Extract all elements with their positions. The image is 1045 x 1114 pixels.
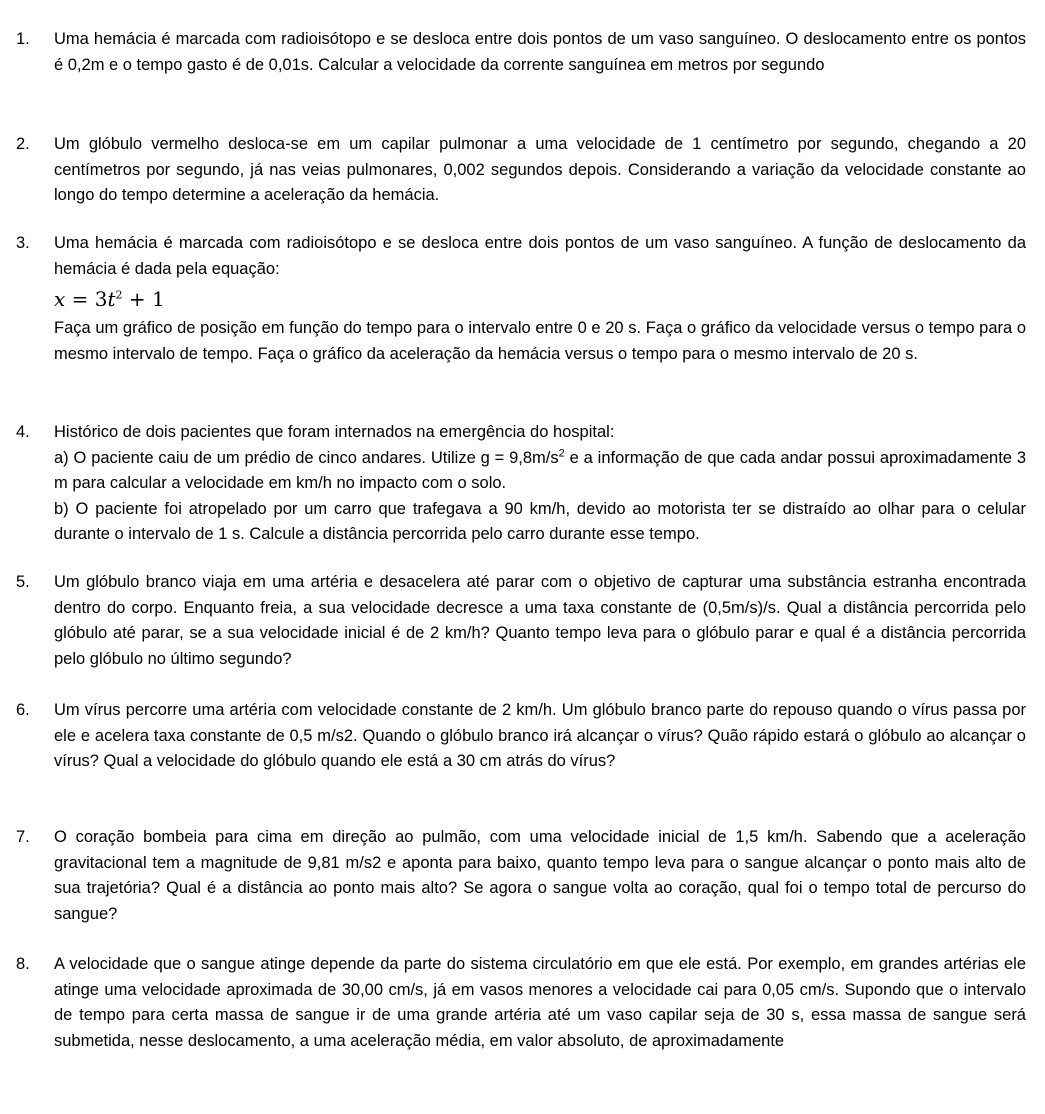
- part-a-exponent: 2: [558, 447, 565, 460]
- part-a-text-end: e a informação de que cada andar possui aproximadamente 3 m para calcular a velocidade em km/h no impacto com o solo.: [54, 448, 1027, 493]
- formula-constant: + 1: [122, 287, 165, 312]
- question-7: [16, 825, 1026, 927]
- question-text: Um glóbulo vermelho desloca-se em um capilar pulmonar a uma velocidade de 1 centímetro por segundo, chegando a 20 centímetros por segundo, já nas veias pulmonares, 0,002 segundos depois. Considerando a variação da velocidade constante ao longo do tempo determine a aceleração da hemácia.: [54, 135, 1026, 205]
- question-number: 3.: [16, 234, 30, 252]
- question-text: Faça um gráfico de posição em função do tempo para o intervalo entre 0 e 20 s. Faça o gráfico da velocidade versus o tempo para o mesmo intervalo de tempo. Faça o gráfico da aceleração da hemácia versus o tempo para o mesmo intervalo de 20 s.: [54, 319, 1026, 363]
- question-2: [16, 132, 1026, 209]
- question-3: [16, 231, 1026, 367]
- question-number: 8.: [16, 955, 30, 973]
- formula-variable-t: t: [107, 287, 116, 312]
- question-number: 6.: [16, 701, 30, 719]
- question-number: 5.: [16, 573, 30, 591]
- question-intro: Histórico de dois pacientes que foram internados na emergência do hospital:: [54, 423, 615, 441]
- formula-exponent: 2: [115, 288, 123, 302]
- question-number: 1.: [16, 30, 30, 48]
- question-5: [16, 570, 1026, 672]
- part-a-text-start: a) O paciente caiu de um prédio de cinco andares. Utilize g = 9,8m/s: [54, 448, 559, 467]
- question-4: [16, 420, 1026, 548]
- displacement-equation: [54, 284, 1026, 314]
- question-intro: Uma hemácia é marcada com radioisótopo e se desloca entre dois pontos de um vaso sanguíneo. A função de deslocamento da hemácia é dada pela equação:: [54, 234, 1026, 278]
- question-number: 7.: [16, 828, 30, 846]
- question-part-b: b) O paciente foi atropelado por um carro que trafegava a 90 km/h, devido ao motorista ter se distraído ao olhar para o celular durante o intervalo de 1 s. Calcule a distância percorrida pelo carro durante esse tempo.: [54, 499, 1026, 544]
- formula-coefficient: = 3: [65, 287, 108, 312]
- question-6: [16, 698, 1026, 775]
- question-text: Uma hemácia é marcada com radioisótopo e se desloca entre dois pontos de um vaso sanguíneo. O deslocamento entre os pontos é 0,2m e o tempo gasto é de 0,01s. Calcular a velocidade da corrente sanguínea em metros por segundo: [54, 30, 1026, 74]
- question-number: 2.: [16, 135, 30, 153]
- question-text: Um vírus percorre uma artéria com velocidade constante de 2 km/h. Um glóbulo branco parte do repouso quando o vírus passa por ele e acelera taxa constante de 0,5 m/s2. Quando o glóbulo branco irá alcançar o vírus? Quão rápido estará o glóbulo ao alcançar o vírus? Qual a velocidade do glóbulo quando ele está a 30 cm atrás do vírus?: [54, 701, 1026, 771]
- question-text: Um glóbulo branco viaja em uma artéria e desacelera até parar com o objetivo de capturar uma substância estranha encontrada dentro do corpo. Enquanto freia, a sua velocidade decresce a uma taxa constante de (0,5m/s)/s. Qual a distância percorrida pelo glóbulo até parar, se a sua velocidade inicial é de 2 km/h? Quanto tempo leva para o glóbulo parar e qual é a distância percorrida pelo glóbulo no último segundo?: [54, 573, 1026, 668]
- question-8: [16, 952, 1026, 1054]
- question-number: 4.: [16, 423, 30, 441]
- formula-variable-x: x: [54, 287, 66, 312]
- question-part-a: [54, 446, 1026, 497]
- question-1: [16, 27, 1026, 78]
- question-text: O coração bombeia para cima em direção ao pulmão, com uma velocidade inicial de 1,5 km/h. Sabendo que a aceleração gravitacional tem a magnitude de 9,81 m/s2 e aponta para baixo, quanto tempo leva para o sangue alcançar o ponto mais alto de sua trajetória? Qual é a distância ao ponto mais alto? Se agora o sangue volta ao coração, qual foi o tempo total de percurso do sangue?: [54, 828, 1026, 923]
- question-text: A velocidade que o sangue atinge depende da parte do sistema circulatório em que ele está. Por exemplo, em grandes artérias ele atinge uma velocidade aproximada de 30,00 cm/s, já em vasos menores a velocidade cai para 0,05 cm/s. Supondo que o intervalo de tempo para certa massa de sangue ir de uma grande artéria até um vaso capilar seja de 30 s, essa massa de sangue será submetida, nesse deslocamento, a uma aceleração média, em valor absoluto, de aproximadamente: [54, 955, 1026, 1050]
